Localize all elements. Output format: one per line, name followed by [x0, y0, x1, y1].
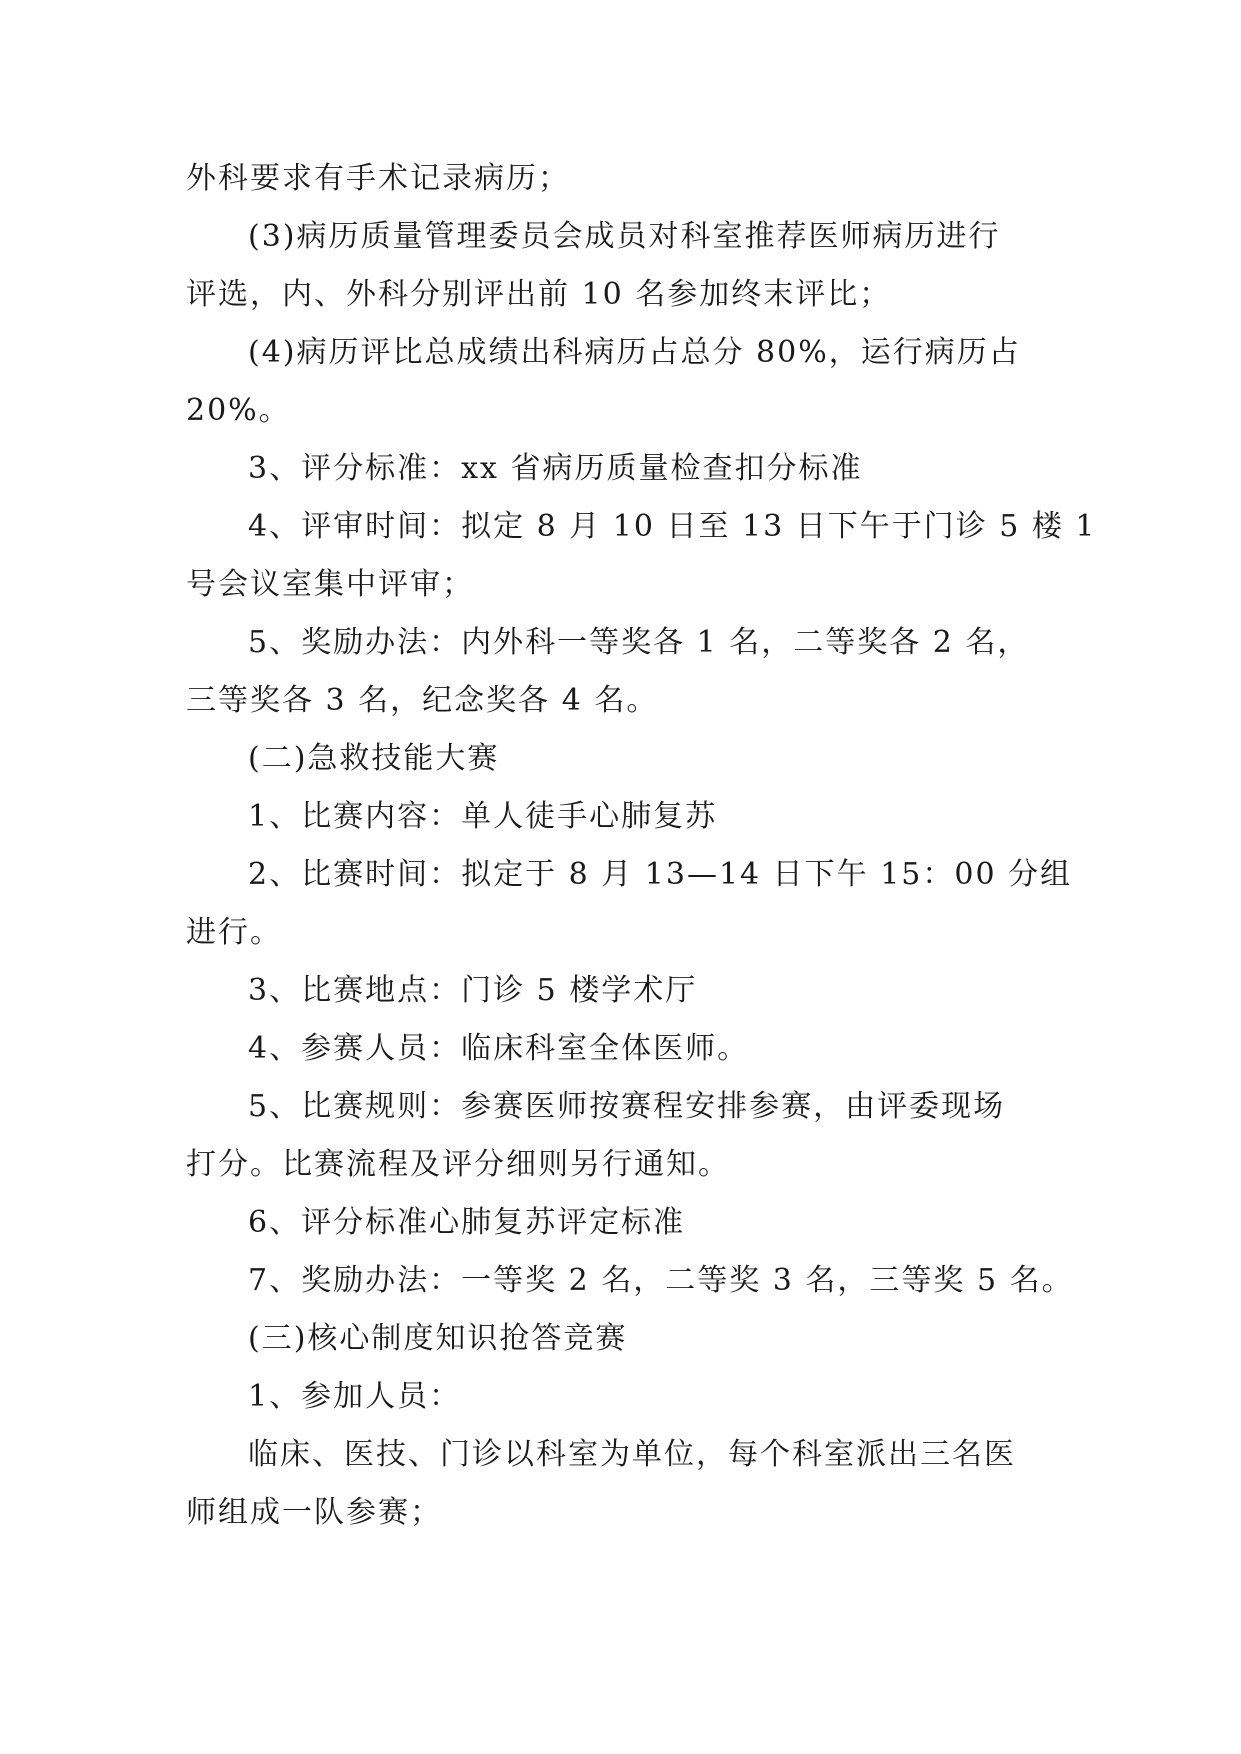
text-line: 4、评审时间：拟定 8 月 10 日至 13 日下午于门诊 5 楼 1 — [248, 509, 1097, 544]
text-line: 5、比赛规则：参赛医师按赛程安排参赛，由评委现场 — [248, 1089, 1006, 1124]
text-line: 7、奖励办法：一等奖 2 名，二等奖 3 名，三等奖 5 名。 — [248, 1263, 1074, 1298]
text-line: 2、比赛时间：拟定于 8 月 13—14 日下午 15：00 分组 — [248, 857, 1073, 892]
text-line: 1、参加人员： — [248, 1379, 462, 1414]
text-line: 4、参赛人员：临床科室全体医师。 — [248, 1031, 750, 1066]
text-line: 打分。比赛流程及评分细则另行通知。 — [186, 1147, 730, 1182]
text-line: (4)病历评比总成绩出科病历占总分 80%，运行病历占 — [248, 335, 1021, 370]
text-line: (3)病历质量管理委员会成员对科室推荐医师病历进行 — [248, 219, 1001, 254]
section-heading: (三)核心制度知识抢答竞赛 — [248, 1321, 628, 1356]
text-line: 师组成一队参赛； — [186, 1495, 442, 1530]
text-line: 进行。 — [186, 915, 282, 950]
text-line: 3、评分标准：xx 省病历质量检查扣分标准 — [248, 451, 863, 486]
text-line: 3、比赛地点：门诊 5 楼学术厅 — [248, 973, 698, 1008]
text-line: 外科要求有手术记录病历； — [186, 161, 570, 196]
text-line: 6、评分标准心肺复苏评定标准 — [248, 1205, 686, 1240]
text-line: 1、比赛内容：单人徒手心肺复苏 — [248, 799, 718, 834]
text-line: 临床、医技、门诊以科室为单位，每个科室派出三名医 — [248, 1437, 1016, 1472]
document-body — [186, 150, 1097, 1542]
section-heading: (二)急救技能大赛 — [248, 741, 500, 776]
text-line: 号会议室集中评审； — [186, 567, 474, 602]
text-line: 评选，内、外科分别评出前 10 名参加终末评比； — [186, 277, 892, 312]
text-line: 20%。 — [186, 393, 291, 428]
text-line: 5、奖励办法：内外科一等奖各 1 名，二等奖各 2 名， — [248, 625, 1030, 660]
text-line: 三等奖各 3 名，纪念奖各 4 名。 — [186, 683, 659, 718]
